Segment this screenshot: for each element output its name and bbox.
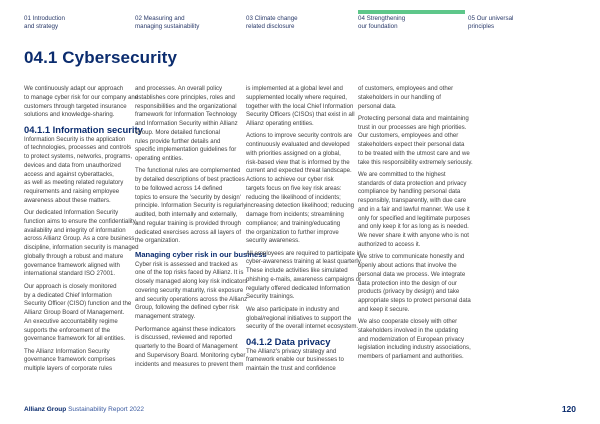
text-line: the organization to further improve xyxy=(246,228,339,236)
nav-item-label: 05 Our universal xyxy=(468,15,514,22)
text-line: openly about actions that involve the xyxy=(358,262,457,270)
text-line: authorized to access it. xyxy=(358,240,421,248)
text-line: security awareness. xyxy=(246,237,300,245)
paragraph xyxy=(246,306,364,332)
text-line: Information Security is the application xyxy=(24,135,126,143)
nav-item-label: 01 Introduction xyxy=(24,15,65,22)
text-line: All employees are required to participate in xyxy=(246,249,362,257)
text-line: We also participate in industry and xyxy=(246,305,340,313)
text-line: with priorities assigned on a global, xyxy=(246,149,341,157)
paragraph xyxy=(135,85,253,164)
text-line: take this responsibility extremely seriously. xyxy=(358,158,473,166)
text-line: responsibly, transparently, with due care xyxy=(358,197,467,205)
text-line: members of parliament and authorities. xyxy=(358,353,464,361)
text-line: increasing detection likelihood; reducing xyxy=(246,202,355,210)
paragraph xyxy=(135,326,253,370)
text-line: continuously evaluated and developed xyxy=(246,141,350,149)
text-line: The functional rules are complemented xyxy=(135,167,241,175)
text-line: is discussed, reviewed and reported xyxy=(135,334,233,342)
text-line: damage from incidents; streamlining xyxy=(246,211,344,219)
text-line: An executive accountability regime xyxy=(24,317,118,325)
text-line: to protect systems, networks, programs, xyxy=(24,153,133,161)
text-line: Security Officer (CISO) function and the xyxy=(24,300,132,308)
text-line: We never share it with anyone who is not xyxy=(358,232,469,240)
text-line: only for specified and legitimate purposes xyxy=(358,214,471,222)
text-line: global/regional initiatives to support the xyxy=(246,314,352,322)
text-line: Allianz operating entities. xyxy=(246,120,314,127)
text-line: quarterly to the Board of Management xyxy=(135,343,238,351)
nav-item-label: managing sustainability xyxy=(135,23,200,30)
text-line: personal data we process. We integrate xyxy=(358,270,466,278)
paragraph xyxy=(24,136,142,206)
paragraph xyxy=(246,250,364,303)
text-line: specific implementation guidelines for xyxy=(135,146,237,154)
section-navigation xyxy=(0,0,600,40)
text-line: personal data. xyxy=(358,102,397,110)
paragraph xyxy=(24,209,142,279)
paragraph xyxy=(24,85,142,120)
text-line: reducing the likelihood of incidents; xyxy=(246,193,341,201)
text-line: regularly offered dedicated Information xyxy=(246,284,351,292)
paragraph xyxy=(358,318,476,362)
page-title: 04.1 Cybersecurity xyxy=(24,48,177,67)
text-column-3 xyxy=(246,85,364,377)
text-line: awareness about these matters. xyxy=(24,196,111,204)
text-line: of technologies, processes and controls xyxy=(24,144,132,152)
text-line: and processes. An overall policy xyxy=(135,85,223,92)
text-line: to be treated with the utmost care and we xyxy=(358,149,470,157)
text-line: establishes core principles, roles and xyxy=(135,93,235,101)
text-line: multiple layers of corporate rules xyxy=(24,365,113,373)
text-line: function aims to ensure the confidentiality, xyxy=(24,217,138,225)
nav-item-label: and strategy xyxy=(24,23,59,30)
footer-brand: Allianz Group xyxy=(24,406,67,413)
paragraph xyxy=(358,253,476,314)
text-line: by a dedicated Chief Information xyxy=(24,291,112,299)
section-heading-information-security: 04.1.1 Information security xyxy=(24,123,143,135)
text-line: customers through targeted insurance xyxy=(24,102,127,110)
text-line: and security operations across the Allianz xyxy=(135,295,248,303)
text-line: Our approach is closely monitored xyxy=(24,282,117,290)
section-heading-data-privacy: 04.1.2 Data privacy xyxy=(246,335,331,347)
text-line: discipline, information security is managed xyxy=(24,244,139,252)
text-line: phishing e-mails, awareness campaigns or xyxy=(246,275,362,283)
text-line: requirements and raising employee xyxy=(24,188,120,196)
text-line: governance framework comprises xyxy=(24,356,116,364)
text-line: governance framework aligned with xyxy=(24,261,120,269)
paragraph xyxy=(135,261,253,322)
nav-item-label: principles xyxy=(468,23,495,30)
text-line: We are committed to the highest xyxy=(358,170,446,178)
text-line: operating entities. xyxy=(135,155,184,162)
text-line: to manage cyber risk for our company and xyxy=(24,93,139,101)
text-line: Cyber risk is assessed and tracked as xyxy=(135,260,238,268)
text-line: supports the enforcement of the xyxy=(24,326,111,334)
text-line: to be followed across 14 defined xyxy=(135,184,223,192)
paragraph xyxy=(246,85,364,129)
text-line: rules provide further details and xyxy=(135,137,221,145)
paragraph xyxy=(135,167,253,246)
text-line: We strive to communicate honestly and xyxy=(358,253,465,261)
text-line: Performance against these indicators xyxy=(135,325,236,333)
text-line: We continuously adapt our approach xyxy=(24,85,124,92)
text-line: as well as meeting related regulatory xyxy=(24,179,124,187)
nav-item-label: 03 Climate change xyxy=(246,15,298,22)
text-line: the organization. xyxy=(135,237,181,245)
text-line: and regular training is provided through xyxy=(135,219,242,227)
text-line: stakeholders involved in the updating xyxy=(358,326,459,334)
text-line: closely managed along key risk indicators xyxy=(135,278,248,286)
paragraph xyxy=(24,348,142,374)
text-line: Actions to improve security controls are xyxy=(246,132,353,140)
text-line: dedicated exercises across all layers of xyxy=(135,228,242,236)
text-line: governance framework for all entities. xyxy=(24,335,126,343)
paragraph xyxy=(24,283,142,344)
active-section-indicator xyxy=(358,10,465,14)
text-line: compliance by handling personal data xyxy=(358,188,461,196)
text-line: Our customers, employees and other xyxy=(358,132,459,140)
text-line: principle. Information Security is regularly xyxy=(135,202,247,210)
nav-item-label: our foundation xyxy=(358,23,398,30)
nav-item-principles[interactable] xyxy=(468,15,573,31)
text-line: legislation including industry associations, xyxy=(358,344,471,352)
text-line: We also cooperate closely with other xyxy=(358,318,458,326)
text-line: availability and integrity of information xyxy=(24,226,126,234)
text-line: products (privacy by design) and take xyxy=(358,288,460,296)
text-line: Actions to achieve our cyber risk xyxy=(246,176,334,184)
text-line: is implemented at a global level and xyxy=(246,85,343,92)
page-number: 120 xyxy=(561,404,576,414)
text-line: and Information Security within Allianz xyxy=(135,120,238,127)
paragraph xyxy=(358,115,476,168)
text-line: framework for Information Technology xyxy=(135,111,237,119)
text-line: cyber-awareness training at least quarterly. xyxy=(246,258,363,266)
text-line: supplemented locally where required, xyxy=(246,93,347,101)
footer-report-title: Sustainability Report 2022 xyxy=(68,406,144,413)
text-line: Security trainings. xyxy=(246,293,295,301)
text-line: topics to ensure the 'security by design' xyxy=(135,193,241,201)
text-line: targets focus on five key risk areas: xyxy=(246,184,342,192)
nav-item-label: 02 Measuring and xyxy=(135,15,185,22)
text-line: Group, following the defined cyber risk xyxy=(135,304,239,312)
text-column-4 xyxy=(358,85,476,365)
text-line: globally through a robust and mature xyxy=(24,252,124,260)
text-line: The Allianz Information Security xyxy=(24,347,110,355)
text-line: appropriate steps to protect personal data xyxy=(358,297,471,305)
text-line: across Allianz Group. As a core business xyxy=(24,235,135,243)
text-line: covering security maturity, risk exposure xyxy=(135,286,244,294)
text-line: together with the local Chief Information xyxy=(246,102,354,110)
text-line: responsibilities and the organizational xyxy=(135,102,237,110)
nav-item-strengthening[interactable] xyxy=(358,15,463,31)
text-line: standards of data protection and privacy xyxy=(358,179,467,187)
text-line: maintain the trust and confidence xyxy=(246,365,336,373)
text-line: devices and data from unauthorized xyxy=(24,161,121,169)
text-line: and keep it secure. xyxy=(358,305,410,313)
text-line: Security Officers (CISOs) that exist in all xyxy=(246,111,355,119)
text-line: incidents and measures to prevent them xyxy=(135,360,244,368)
text-column-2 xyxy=(135,85,267,373)
text-line: risk-based view that is informed by the xyxy=(246,158,350,166)
text-line: by detailed descriptions of best practices xyxy=(135,176,245,184)
text-line: Our dedicated Information Security xyxy=(24,209,119,217)
text-line: international standard ISO 27001. xyxy=(24,270,116,278)
nav-item-measuring[interactable] xyxy=(135,15,240,31)
text-line: framework enable our businesses to xyxy=(246,356,344,364)
subheading-managing-cyber-risk: Managing cyber risk in our business xyxy=(135,249,267,259)
text-line: data protection into the design of our xyxy=(358,279,457,287)
text-line: Group. More detailed functional xyxy=(135,128,221,136)
text-line: access and against cyberattacks, xyxy=(24,170,114,178)
paragraph xyxy=(246,348,364,374)
text-line: Protecting personal data and maintaining xyxy=(358,114,469,122)
text-line: management strategy. xyxy=(135,313,196,321)
nav-item-introduction[interactable] xyxy=(24,15,129,31)
nav-item-climate[interactable] xyxy=(246,15,351,31)
nav-item-label: 04 Strengthening xyxy=(358,15,406,22)
text-column-1 xyxy=(24,85,142,377)
paragraph xyxy=(358,171,476,250)
text-line: trust in our processes are high priorities. xyxy=(358,123,467,131)
text-line: security of the overall internet ecosystem. xyxy=(246,323,359,331)
text-line: These include activities like simulated xyxy=(246,267,348,275)
text-line: compliance; and training/educating xyxy=(246,219,341,227)
text-line: stakeholders in our handling of xyxy=(358,93,441,101)
text-line: of customers, employees and other xyxy=(358,85,454,92)
text-line: and modernization of European privacy xyxy=(358,335,465,343)
text-line: one of the top risks faced by Allianz. It is xyxy=(135,269,244,277)
text-line: and only keep it for as long as is needed. xyxy=(358,223,469,231)
text-line: The Allianz's privacy strategy and xyxy=(246,347,337,355)
text-line: and in a fair and lawful manner. We use it xyxy=(358,205,470,213)
text-line: and Supervisory Board. Monitoring cyber xyxy=(135,351,246,359)
paragraph xyxy=(358,85,476,111)
text-line: solutions and knowledge-sharing. xyxy=(24,111,115,119)
text-line: stakeholders expect their personal data xyxy=(358,141,465,149)
text-line: audited, both internally and externally, xyxy=(135,211,238,219)
footer xyxy=(24,406,144,413)
text-line: current and expected threat landscape. xyxy=(246,167,352,175)
nav-item-label: related disclosure xyxy=(246,23,295,30)
paragraph xyxy=(246,132,364,246)
text-line: Allianz Group Board of Management. xyxy=(24,309,125,317)
